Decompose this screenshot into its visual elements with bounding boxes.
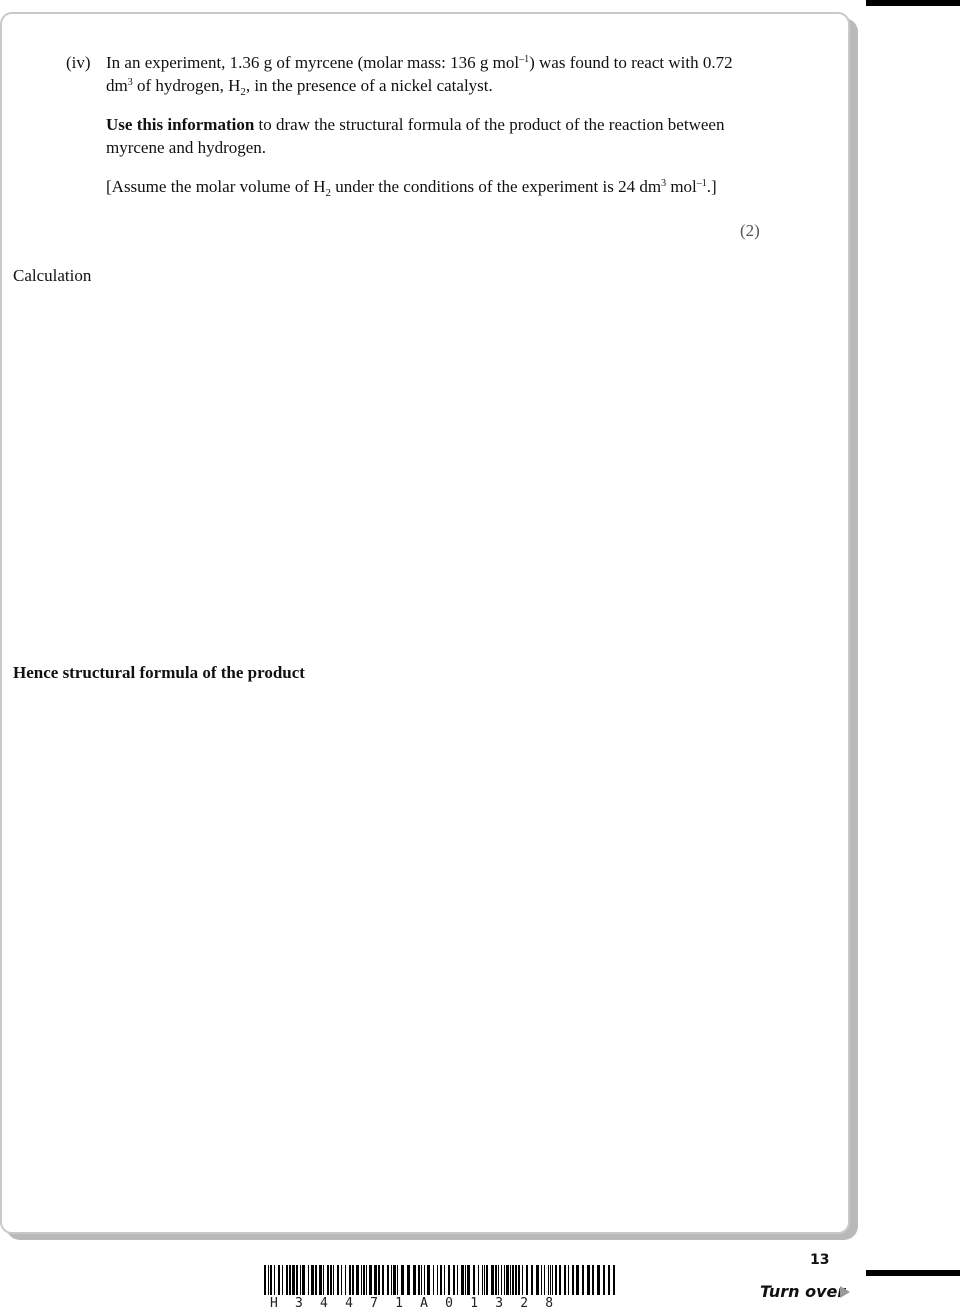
turn-over-arrow-icon xyxy=(840,1286,850,1298)
bottom-margin-rule xyxy=(866,1270,960,1276)
barcode-bar xyxy=(564,1265,566,1295)
barcode-bar xyxy=(308,1265,309,1295)
question-label: (iv) xyxy=(66,53,91,72)
barcode-bar xyxy=(515,1265,517,1295)
barcode-bar xyxy=(518,1265,520,1295)
hence-label: Hence structural formula of the product xyxy=(13,663,305,682)
barcode-bar xyxy=(478,1265,479,1295)
barcode-bar xyxy=(323,1265,324,1295)
barcode-bar xyxy=(433,1265,434,1295)
barcode-bar xyxy=(333,1265,334,1295)
barcode-bar xyxy=(592,1265,594,1295)
barcode-bar xyxy=(391,1265,392,1295)
barcode-bar xyxy=(550,1265,551,1295)
calculation-label: Calculation xyxy=(13,266,92,285)
barcode-bar xyxy=(345,1265,346,1295)
barcode-bar xyxy=(264,1265,266,1295)
barcode-bar xyxy=(603,1265,605,1295)
barcode-bar xyxy=(510,1265,511,1295)
barcode-bar xyxy=(465,1265,466,1295)
barcode-bar xyxy=(444,1265,445,1295)
barcode-bar xyxy=(495,1265,497,1295)
barcode-bar xyxy=(387,1265,389,1295)
barcode-bar xyxy=(282,1265,283,1295)
page-number: 13 xyxy=(810,1252,830,1268)
barcode-bar xyxy=(576,1265,579,1295)
barcode-text: H34471A01328 xyxy=(270,1296,571,1311)
barcode-bar xyxy=(548,1265,549,1295)
barcode-bar xyxy=(421,1265,422,1295)
barcode-bar xyxy=(407,1265,410,1295)
barcode-bar xyxy=(559,1265,561,1295)
barcode-bar xyxy=(531,1265,533,1295)
barcode-bar xyxy=(427,1265,430,1295)
barcode-bar xyxy=(582,1265,584,1295)
barcode-bar xyxy=(278,1265,280,1295)
barcode-bar xyxy=(437,1265,438,1295)
barcode-bar xyxy=(453,1265,455,1295)
barcode-bar xyxy=(555,1265,557,1295)
barcode-bar xyxy=(366,1265,367,1295)
barcode-bar xyxy=(327,1265,329,1295)
barcode-bar xyxy=(341,1265,342,1295)
barcode-bar xyxy=(401,1265,404,1295)
question-instruction: Use this information to draw the structural formula of the product of the reaction between myrcene and hydrogen. xyxy=(106,115,725,157)
barcode-bar xyxy=(382,1265,384,1295)
turn-over-label: Turn over xyxy=(760,1282,846,1301)
barcode-bar xyxy=(300,1265,301,1295)
barcode-bar xyxy=(369,1265,372,1295)
barcode-bar xyxy=(286,1265,288,1295)
barcode-bar xyxy=(352,1265,354,1295)
barcode-bar xyxy=(413,1265,416,1295)
barcode-bar xyxy=(484,1265,485,1295)
barcode-bar xyxy=(541,1265,542,1295)
barcode-bar xyxy=(289,1265,291,1295)
question-stem: In an experiment, 1.36 g of myrcene (molar mass: 136 g mol$^{-1}$) was found to react with 0.72 $dm^3$ of hydrogen, $H_2$, in the presence of a nickel catalyst. xyxy=(106,53,733,98)
barcode-bar xyxy=(361,1265,362,1295)
barcode-bar xyxy=(597,1265,600,1295)
barcode-bar xyxy=(424,1265,425,1295)
barcode-bar xyxy=(440,1265,442,1295)
barcode-bar xyxy=(512,1265,514,1295)
barcode-bar xyxy=(526,1265,528,1295)
barcode-bar xyxy=(378,1265,380,1295)
barcode-bar xyxy=(374,1265,377,1295)
barcode-bar xyxy=(315,1265,317,1295)
barcode-bar xyxy=(448,1265,450,1295)
barcode-bar xyxy=(337,1265,339,1295)
barcode-bar xyxy=(356,1265,359,1295)
barcode-bar xyxy=(536,1265,539,1295)
barcode-bar xyxy=(457,1265,458,1295)
barcode-bar xyxy=(498,1265,499,1295)
barcode-bar xyxy=(504,1265,505,1295)
barcode-bar xyxy=(349,1265,351,1295)
barcode-bar xyxy=(268,1265,269,1295)
barcode-bar xyxy=(486,1265,488,1295)
barcode-bar xyxy=(608,1265,610,1295)
barcode-icon xyxy=(264,1265,616,1295)
barcode-bar xyxy=(319,1265,322,1295)
barcode-bar xyxy=(568,1265,569,1295)
barcode-bar xyxy=(393,1265,396,1295)
barcode-bar xyxy=(274,1265,275,1295)
barcode-bar xyxy=(302,1265,305,1295)
barcode-bar xyxy=(418,1265,420,1295)
marks-label: (2) xyxy=(740,221,760,240)
barcode-bar xyxy=(522,1265,523,1295)
barcode-bar xyxy=(473,1265,475,1295)
barcode-bar xyxy=(461,1265,464,1295)
top-margin-rule xyxy=(866,0,960,6)
barcode-bar xyxy=(330,1265,332,1295)
barcode-bar xyxy=(613,1265,615,1295)
barcode-bar xyxy=(587,1265,590,1295)
barcode-bar xyxy=(552,1265,553,1295)
barcode-bar xyxy=(397,1265,398,1295)
barcode-bar xyxy=(482,1265,483,1295)
barcode-bar xyxy=(506,1265,509,1295)
barcode-bar xyxy=(311,1265,314,1295)
barcode-bar xyxy=(270,1265,272,1295)
barcode-bar xyxy=(491,1265,494,1295)
barcode-bar xyxy=(292,1265,295,1295)
barcode-bar xyxy=(296,1265,298,1295)
barcode-bar xyxy=(572,1265,574,1295)
barcode-bar xyxy=(467,1265,470,1295)
question-assumption: [Assume the molar volume of $H_2$ under the conditions of the experiment is 24 $dm^3$ mol$^{-1}$.] xyxy=(106,177,717,199)
barcode-bar xyxy=(501,1265,502,1295)
barcode-bar xyxy=(544,1265,545,1295)
barcode-bar xyxy=(363,1265,365,1295)
